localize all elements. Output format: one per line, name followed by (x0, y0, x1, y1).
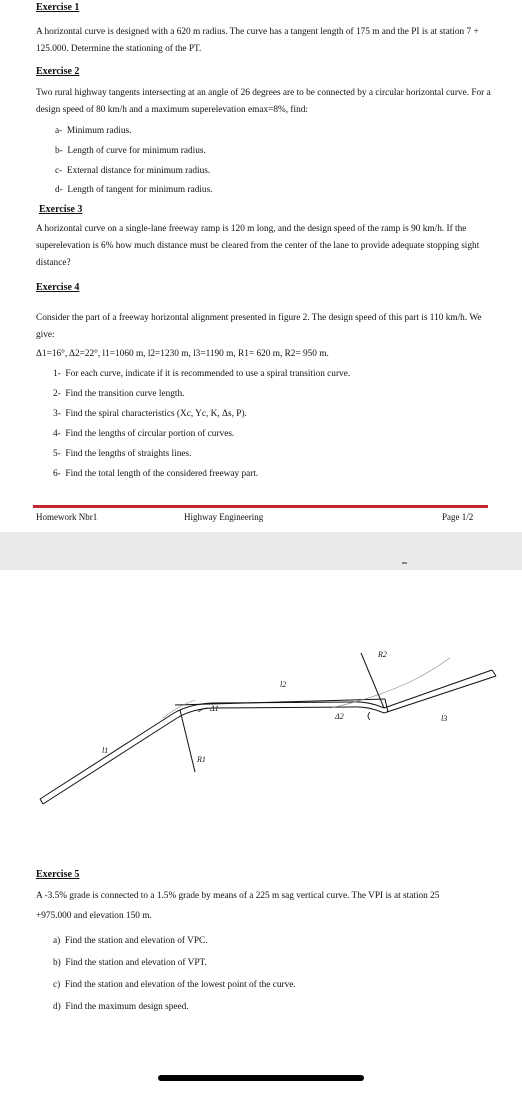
footer-divider (33, 505, 488, 508)
label-l2: l2 (280, 680, 287, 689)
exercise-5-item-a: a) Find the station and elevation of VPC. (53, 936, 208, 946)
exercise-2-item-c: c- External distance for minimum radius. (55, 166, 211, 176)
exercise-5-item-d: d) Find the maximum design speed. (53, 1002, 189, 1012)
label-r2: R2 (378, 650, 387, 659)
exercise-5-item-c: c) Find the station and elevation of the lowest point of the curve. (53, 980, 296, 990)
exercise-4-text: Consider the part of a freeway horizontal alignment presented in figure 2. The design speed of this part is 110 km/h. We give: (36, 313, 482, 340)
exercise-3-text: A horizontal curve on a single-lane freeway ramp is 120 m long, and the design speed of the ramp is 90 km/h. If the superelevation is 6% how much distance must be cleared from the center of the lane to provide adequate stopping sight distance? (36, 224, 480, 268)
label-l3: l3 (441, 714, 448, 723)
exercise-2-text: Two rural highway tangents intersecting at an angle of 26 degrees are to be connected by a circular horizontal curve. For a design speed of 80 km/h and a maximum superelevation emax=8%, find: (36, 88, 491, 115)
footer-center: Highway Engineering (184, 512, 264, 522)
exercise-1-title: Exercise 1 (36, 2, 80, 13)
exercise-5-item-b: b) Find the station and elevation of VPT. (53, 958, 207, 968)
exercise-2-item-d: d- Length of tangent for minimum radius. (55, 185, 213, 195)
document-page-2 (0, 570, 522, 1095)
home-indicator[interactable] (158, 1075, 364, 1081)
exercise-4-item-3: 3- Find the spiral characteristics (Xc, Yc, K, Δs, P). (53, 409, 247, 419)
document-page-1 (0, 0, 522, 532)
label-r1: R1 (197, 755, 206, 764)
exercise-4-item-4: 4- Find the lengths of circular portion of curves. (53, 429, 235, 439)
exercise-1-text: A horizontal curve is designed with a 620 m radius. The curve has a tangent length of 175 m and the PI is at station 7 + 125.000. Determine the stationing of the PT. (36, 27, 479, 54)
exercise-4-item-6: 6- Find the total length of the considered freeway part. (53, 469, 259, 479)
exercise-4-givens: Δ1=16°, Δ2=22°, l1=1060 m, l2=1230 m, l3=1190 m, R1= 620 m, R2= 950 m. (36, 349, 329, 359)
page-gap (0, 532, 522, 570)
exercise-4-item-5: 5- Find the lengths of straights lines. (53, 449, 192, 459)
exercise-5-text: A -3.5% grade is connected to a 1.5% grade by means of a 225 m sag vertical curve. The VPI is at station 25 +975.000 and elevation 150 m. (36, 891, 440, 921)
scroll-marker (402, 562, 407, 564)
label-delta2: Δ2 (335, 712, 344, 721)
exercise-5-title: Exercise 5 (36, 869, 80, 880)
exercise-4-title: Exercise 4 (36, 282, 80, 293)
exercise-4-item-2: 2- Find the transition curve length. (53, 389, 185, 399)
label-l1: l1 (102, 746, 109, 755)
exercise-2-item-a: a- Minimum radius. (55, 126, 132, 136)
exercise-2-item-b: b- Length of curve for minimum radius. (55, 146, 206, 156)
exercise-3-title: Exercise 3 (39, 204, 83, 215)
label-delta1: Δ1 (210, 704, 219, 713)
footer-right: Page 1/2 (442, 512, 474, 522)
alignment-figure (0, 630, 522, 890)
footer-left: Homework Nbr1 (36, 512, 98, 522)
exercise-2-title: Exercise 2 (36, 66, 80, 77)
exercise-4-item-1: 1- For each curve, indicate if it is recommended to use a spiral transition curve. (53, 369, 351, 379)
